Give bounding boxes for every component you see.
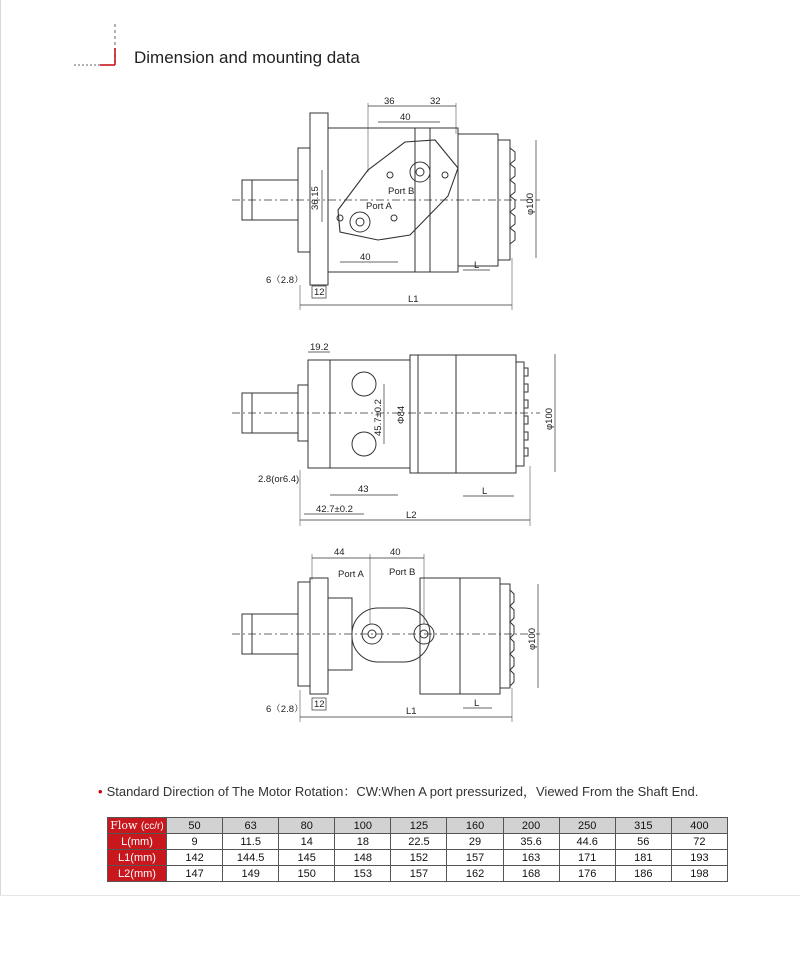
table-cell: 160 [447, 818, 503, 834]
drawing-mid-view [232, 352, 555, 526]
dim-bot-44: 44 [334, 547, 345, 558]
dim-top-l1: L1 [408, 294, 419, 305]
flow-label-cell [108, 818, 167, 834]
bullet-dot-icon: • [98, 784, 103, 799]
dim-mid-phi100: φ100 [544, 407, 555, 430]
dim-bot-40: 40 [390, 547, 401, 558]
table-row-l [108, 834, 728, 850]
table-cell: 142 [167, 850, 223, 866]
port-a-label-top: Port A [366, 201, 392, 212]
table-cell: 168 [503, 866, 559, 882]
dim-mid-45-7: 45.7±0.2 [373, 399, 384, 436]
dim-top-phi100: φ100 [525, 192, 536, 215]
table-cell: 125 [391, 818, 447, 834]
table-cell: 157 [447, 850, 503, 866]
table-cell: 80 [279, 818, 335, 834]
table-cell: 147 [167, 866, 223, 882]
row-label: L2(mm) [108, 866, 167, 882]
table-cell: 186 [615, 866, 671, 882]
drawing-bottom-view [232, 554, 540, 722]
table-cell: 176 [559, 866, 615, 882]
dim-bot-l1: L1 [406, 706, 417, 717]
table-cell: 181 [615, 850, 671, 866]
table-cell: 22.5 [391, 834, 447, 850]
table-cell: 150 [279, 866, 335, 882]
table-cell: 14 [279, 834, 335, 850]
table-cell: 400 [671, 818, 727, 834]
dim-bot-phi100: φ100 [527, 627, 538, 650]
dim-bot-l: L [474, 698, 480, 709]
table-cell: 72 [671, 834, 727, 850]
table-cell: 56 [615, 834, 671, 850]
table-cell: 157 [391, 866, 447, 882]
table-cell: 145 [279, 850, 335, 866]
dim-mid-l2: L2 [406, 510, 417, 521]
rotation-note [98, 781, 698, 800]
dim-top-40b: 40 [360, 252, 371, 263]
table-cell: 250 [559, 818, 615, 834]
drawing-top-labels [266, 96, 536, 305]
dim-mid-43: 43 [358, 484, 369, 495]
table-cell: 152 [391, 850, 447, 866]
table-cell: 200 [503, 818, 559, 834]
table-row-l1 [108, 850, 728, 866]
drawing-bottom-labels [266, 547, 538, 717]
dim-mid-19-2: 19.2 [310, 342, 329, 353]
dim-mid-l: L [482, 486, 488, 497]
row-label: L(mm) [108, 834, 167, 850]
table-cell: 18 [335, 834, 391, 850]
dim-top-36-15: 36.15 [310, 186, 321, 210]
drawing-mid-labels [258, 342, 555, 521]
table-cell: 29 [447, 834, 503, 850]
dim-top-6-2-8: 6（2.8） [266, 275, 304, 286]
table-row-l2 [108, 866, 728, 882]
port-b-label-top: Port B [388, 186, 415, 197]
table-row-flow [108, 818, 728, 834]
dim-bot-6-2-8: 6（2.8） [266, 704, 304, 715]
table-cell: 198 [671, 866, 727, 882]
row-label: L1(mm) [108, 850, 167, 866]
page-title: Dimension and mounting data [134, 48, 360, 67]
table-cell: 171 [559, 850, 615, 866]
dim-top-l: L [474, 260, 480, 271]
dim-bot-12: 12 [314, 699, 325, 710]
rotation-note-text: Standard Direction of The Motor Rotation：CW:When A port pressurized，Viewed From the Shaft End. [106, 784, 699, 799]
port-b-label-bot: Port B [389, 567, 416, 578]
page-bottom-rule [0, 895, 800, 896]
dim-mid-phi84: Φ84 [396, 405, 407, 424]
table-cell: 144.5 [223, 850, 279, 866]
table-cell: 163 [503, 850, 559, 866]
table-cell: 9 [167, 834, 223, 850]
table-cell: 315 [615, 818, 671, 834]
port-a-label-bot: Port A [338, 569, 364, 580]
table-cell: 148 [335, 850, 391, 866]
dim-top-12: 12 [314, 287, 325, 298]
spec-table [107, 817, 728, 882]
table-cell: 193 [671, 850, 727, 866]
table-cell: 11.5 [223, 834, 279, 850]
table-cell: 50 [167, 818, 223, 834]
table-cell: 35.6 [503, 834, 559, 850]
dim-mid-42-7: 42.7±0.2 [316, 504, 353, 515]
dim-top-40a: 40 [400, 112, 411, 123]
flow-unit: (cc/r) [140, 821, 164, 832]
flow-label: Flow [110, 819, 138, 832]
table-cell: 149 [223, 866, 279, 882]
table-cell: 44.6 [559, 834, 615, 850]
table-cell: 153 [335, 866, 391, 882]
dim-mid-2-8: 2.8(or6.4) [258, 474, 300, 485]
dim-top-36: 36 [384, 96, 395, 107]
table-cell: 63 [223, 818, 279, 834]
table-cell: 100 [335, 818, 391, 834]
dim-top-32: 32 [430, 96, 441, 107]
table-cell: 162 [447, 866, 503, 882]
